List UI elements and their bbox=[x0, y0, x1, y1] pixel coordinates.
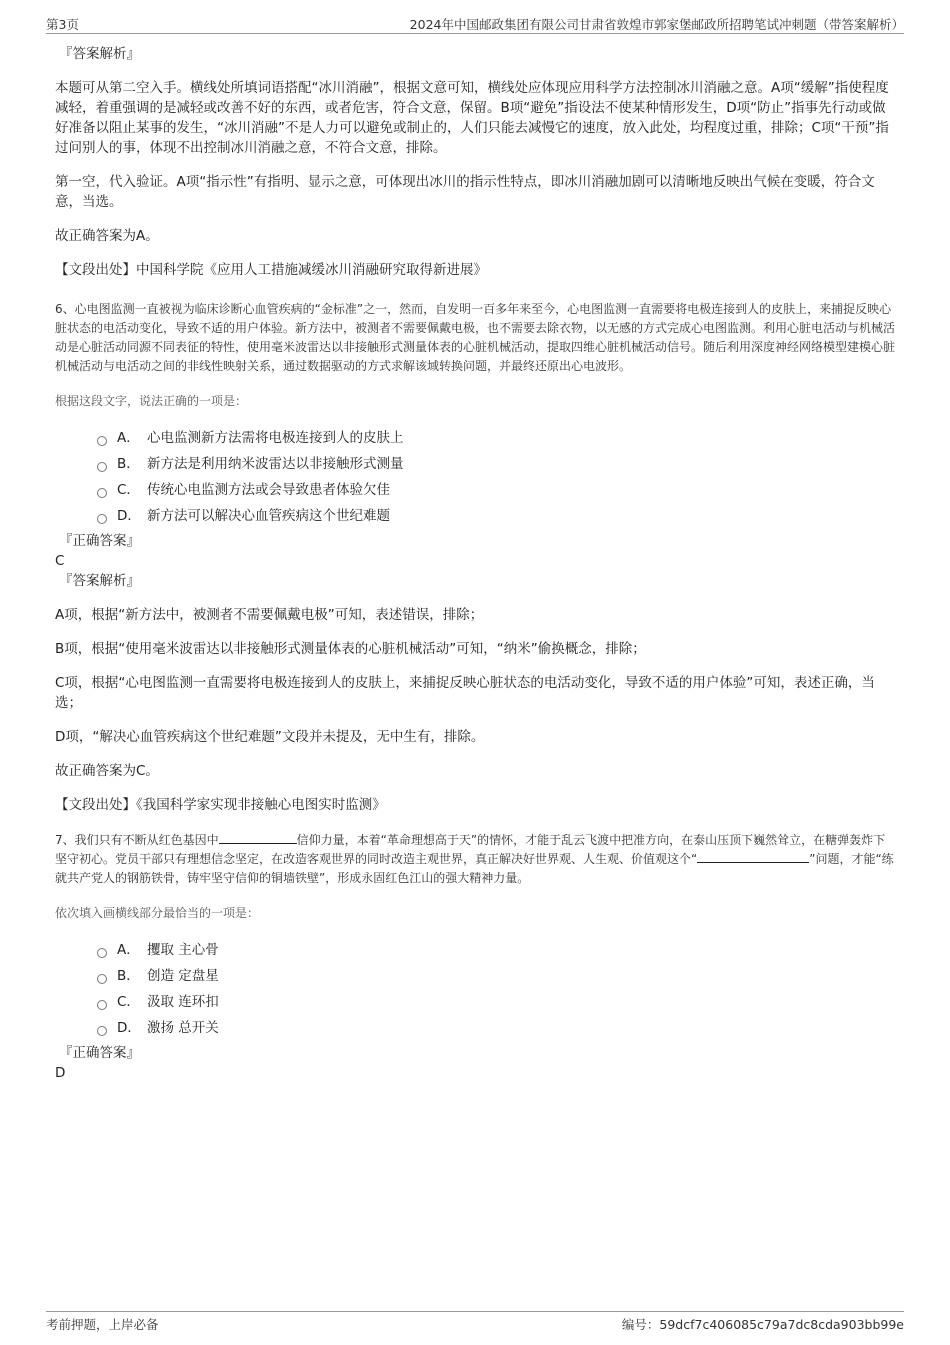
q6-analysis-d: D项，“解决心血管疾病这个世纪难题”文段并未提及，无中生有，排除。 bbox=[55, 729, 485, 745]
q6-option-a[interactable]: A． 心电监测新方法需将电极连接到人的皮肤上 bbox=[97, 425, 897, 451]
q7-option-a[interactable]: A． 攫取 主心骨 bbox=[97, 937, 897, 963]
q7-option-c[interactable]: C． 汲取 连环扣 bbox=[97, 989, 897, 1015]
q7-option-d[interactable]: D． 激扬 总开关 bbox=[97, 1015, 897, 1041]
q7-text: 7、我们只有不断从红色基因中 信仰力量，本着“革命理想高于天”的情怀，才能于乱云飞渡中把准方向，在泰山压顶下巍然耸立，在糖弹轰炸下坚守初心。党员干部只有理想信念坚定，在改造客观世界的同时改造主观世界，真正解决好世界观、人生观、价值观这个“ ”问题，才能“练就共产党人的钢筋铁骨，铸牢坚守信仰的铜墙铁壁”，形成永固红色江山的强大精神力量。 bbox=[55, 833, 894, 885]
footer-code: 编号：59dcf7c406085c79a7dc8cda903bb99e bbox=[621, 1317, 904, 1332]
q5-analysis-label: 『答案解析』 bbox=[59, 46, 140, 62]
q6-analysis-c: C项，根据“心电图监测一直需要将电极连接到人的皮肤上，来捕捉反映心脏状态的电活动变化，导致不适的用户体验”可知，表述正确，当选； bbox=[55, 675, 875, 711]
q6-text: 6、心电图监测一直被视为临床诊断心血管疾病的“金标准”之一，然而，自发明一百多年来至今，心电图监测一直需要将电极连接到人的皮肤上，来捕捉反映心脏状态的电活动变化，导致不适的用户体验。新方法中，被测者不需要佩戴电极，也不需要去除衣物，以无感的方式完成心电图监测。利用心脏电活动与机械活动是心脏活动同源不同表征的特性，使用毫米波雷达以非接触形式测量体表的心脏机械活动，提取四维心脏机械活动信号。随后利用深度神经网络模型建模心脏机械活动与电活动之间的非线性映射关系，通过数据驱动的方式求解该域转换问题，并最终还原出心电波形。 bbox=[55, 302, 896, 373]
q7-option-b[interactable]: B． 创造 定盘星 bbox=[97, 963, 897, 989]
q7-blank-2 bbox=[697, 850, 809, 863]
q5-analysis-para2: 第一空，代入验证。A项“指示性”有指明、显示之意，可体现出冰川的指示性特点，即冰川消融加剧可以清晰地反映出气候在变暖，符合文意，当选。 bbox=[55, 174, 875, 210]
page-header bbox=[46, 14, 904, 34]
radio-icon[interactable] bbox=[97, 514, 107, 524]
page-number: 第3页 bbox=[46, 17, 79, 32]
q5-source: 【文段出处】中国科学院《应用人工措施减缓冰川消融研究取得新进展》 bbox=[55, 262, 487, 278]
q7-blank-1 bbox=[219, 831, 297, 844]
q6-option-b[interactable]: B． 新方法是利用纳米波雷达以非接触形式测量 bbox=[97, 451, 897, 477]
radio-icon[interactable] bbox=[97, 1000, 107, 1010]
radio-icon[interactable] bbox=[97, 1026, 107, 1036]
q6-answer-label: 『正确答案』 bbox=[59, 533, 140, 549]
q7-answer-label: 『正确答案』 bbox=[59, 1045, 140, 1061]
document-title: 2024年中国邮政集团有限公司甘肃省敦煌市郭家堡邮政所招聘笔试冲刺题（带答案解析） bbox=[409, 17, 904, 32]
q6-answer: C bbox=[55, 553, 65, 569]
radio-icon[interactable] bbox=[97, 488, 107, 498]
q6-option-c[interactable]: C． 传统心电监测方法或会导致患者体验欠佳 bbox=[97, 477, 897, 503]
radio-icon[interactable] bbox=[97, 974, 107, 984]
q7-answer: D bbox=[55, 1065, 66, 1081]
q6-analysis-a: A项，根据“新方法中，被测者不需要佩戴电极”可知，表述错误，排除； bbox=[55, 607, 484, 623]
radio-icon[interactable] bbox=[97, 462, 107, 472]
q6-analysis-b: B项，根据“使用毫米波雷达以非接触形式测量体表的心脏机械活动”可知，“纳米”偷换概念，排除； bbox=[55, 641, 646, 657]
q6-options bbox=[55, 425, 897, 529]
radio-icon[interactable] bbox=[97, 948, 107, 958]
q6-source: 【文段出处】《我国科学家实现非接触心电图实时监测》 bbox=[55, 797, 386, 813]
q6-prompt: 根据这段文字，说法正确的一项是： bbox=[55, 394, 248, 408]
q7-options bbox=[55, 937, 897, 1041]
q5-conclusion: 故正确答案为A。 bbox=[55, 228, 159, 244]
q6-conclusion: 故正确答案为C。 bbox=[55, 763, 159, 779]
document-content bbox=[55, 44, 897, 1083]
q6-analysis-label: 『答案解析』 bbox=[59, 573, 140, 589]
q7-prompt: 依次填入画横线部分最恰当的一项是： bbox=[55, 906, 260, 920]
page-footer bbox=[46, 1311, 904, 1332]
q5-analysis-para1: 本题可从第二空入手。横线处所填词语搭配“冰川消融”，根据文意可知，横线处应体现应用科学方法控制冰川消融之意。A项“缓解”指使程度减轻，着重强调的是减轻或改善不好的东西，或者危害，符合文意，保留。B项“避免”指设法不使某种情形发生，D项“防止”指事先行动或做好准备以阻止某事的发生，“冰川消融”不是人力可以避免或制止的，人们只能去减慢它的速度，放入此处，均程度过重，排除；C项“干预”指过问别人的事，体现不出控制冰川消融之意，不符合文意，排除。 bbox=[55, 80, 889, 156]
radio-icon[interactable] bbox=[97, 436, 107, 446]
footer-slogan: 考前押题，上岸必备 bbox=[46, 1317, 159, 1332]
q6-option-d[interactable]: D． 新方法可以解决心血管疾病这个世纪难题 bbox=[97, 503, 897, 529]
